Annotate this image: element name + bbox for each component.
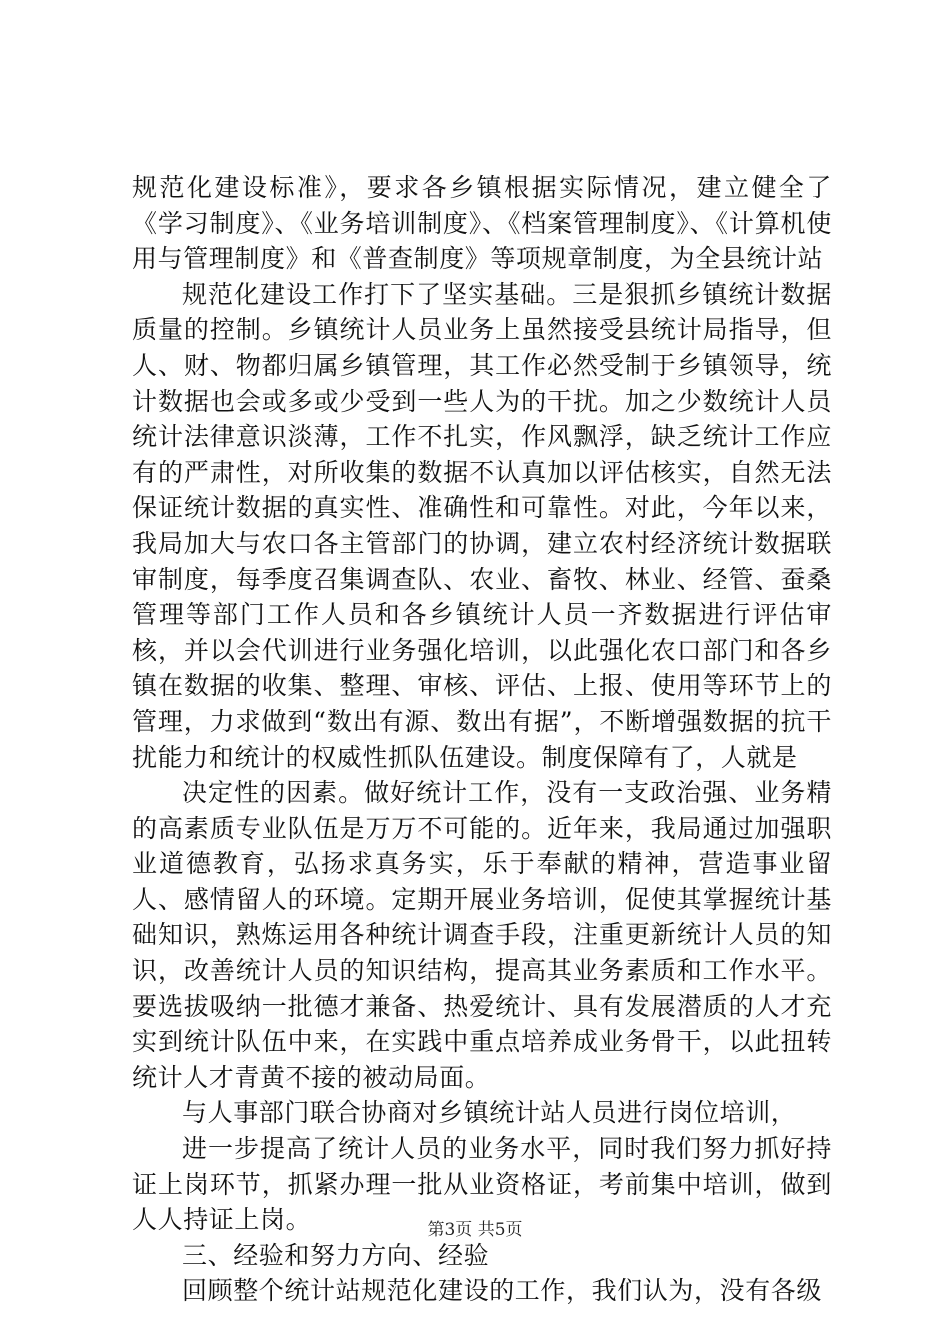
paragraph-review: 回顾整个统计站规范化建设的工作，我们认为，没有各级 bbox=[182, 1276, 823, 1306]
document-body bbox=[132, 170, 832, 1309]
paragraph-certification: 进一步提高了统计人员的业务水平，同时我们努力抓好持证上岗环节，抓紧办理一批从业资格证，考前集中培训，做到人人持证上岗。 bbox=[132, 1134, 832, 1235]
section-heading-experience: 三、经验和努力方向、经验 bbox=[182, 1240, 490, 1270]
page-number-footer: 第3页 共5页 bbox=[427, 1220, 523, 1240]
paragraph-data-quality: 规范化建设工作打下了坚实基础。三是狠抓乡镇统计数据质量的控制。乡镇统计人员业务上虽然接受县统计局指导，但人、财、物都归属乡镇管理，其工作必然受制于乡镇领导，统计数据也会或多或少受到一些人为的干扰。加之少数统计人员统计法律意识淡薄，工作不扎实，作风飘浮，缺乏统计工作应有的严肃性，对所收集的数据不认真加以评估核实，自然无法保证统计数据的真实性、准确性和可靠性。对此，今年以来，我局加大与农口各主管部门的协调，建立农村经济统计数据联审制度，每季度召集调查队、农业、畜牧、林业、经管、蚕桑管理等部门工作人员和各乡镇统计人员一齐数据进行评估审核，并以会代训进行业务强化培训，以此强化农口部门和各乡镇在数据的收集、整理、审核、评估、上报、使用等环节上的管理，力求做到“数出有源、数出有据”，不断增强数据的抗干扰能力和统计的权威性抓队伍建设。制度保障有了，人就是 bbox=[132, 279, 832, 772]
paragraph-hr-training: 与人事部门联合协商对乡镇统计站人员进行岗位培训， bbox=[182, 1098, 797, 1128]
paragraph-continuation: 规范化建设标准》，要求各乡镇根据实际情况，建立健全了《学习制度》、《业务培训制度》、《档案管理制度》、《计算机使用与管理制度》和《普查制度》等项规章制度，为全县统计站 bbox=[132, 173, 832, 274]
paragraph-team-building: 决定性的因素。做好统计工作，没有一支政治强、业务精的高素质专业队伍是万万不可能的。近年来，我局通过加强职业道德教育，弘扬求真务实，乐于奉献的精神，营造事业留人、感情留人的环境。定期开展业务培训，促使其掌握统计基础知识，熟炼运用各种统计调查手段，注重更新统计人员的知识，改善统计人员的知识结构，提高其业务素质和工作水平。要选拔吸纳一批德才兼备、热爱统计、具有发展潜质的人才充实到统计队伍中来，在实践中重点培养成业务骨干，以此扭转统计人才青黄不接的被动局面。 bbox=[132, 778, 832, 1092]
